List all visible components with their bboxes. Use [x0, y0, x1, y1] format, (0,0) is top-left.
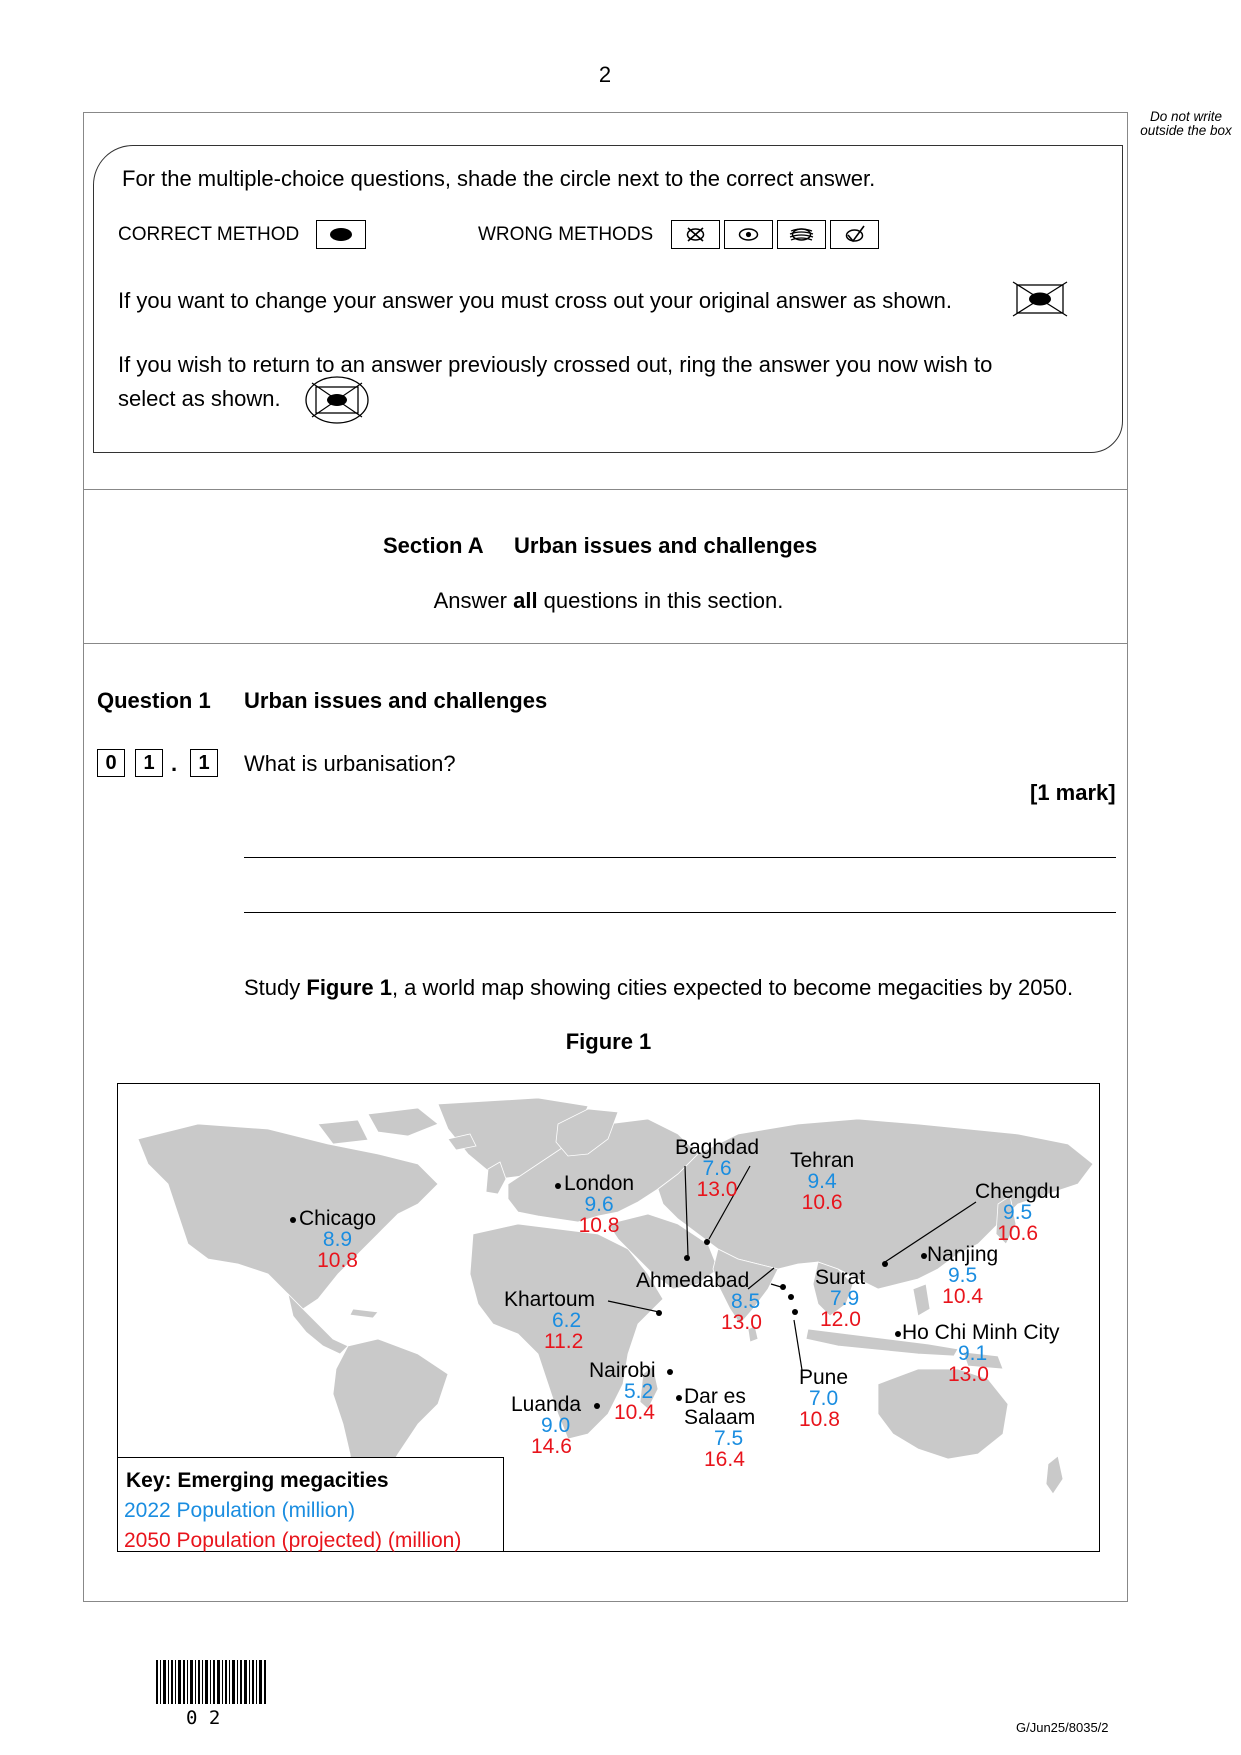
crossed-out-example: [1011, 281, 1069, 317]
study-instruction: Study Figure 1, a world map showing cities expected to become megacities by 2050.: [244, 975, 1074, 1000]
barcode: [156, 1660, 268, 1704]
wrong-methods-label: WRONG METHODS: [478, 224, 654, 245]
city-chicago: Chicago 8.9 10.8: [299, 1207, 377, 1272]
city-baghdad: Baghdad 7.6 13.0: [675, 1136, 760, 1201]
key-2022-label: 2022 Population (million): [124, 1499, 356, 1522]
figure-title: Figure 1: [565, 1029, 652, 1054]
city-ho-chi-minh-city: Ho Chi Minh City 9.1 13.0: [902, 1321, 1060, 1386]
paper-code: G/Jun25/8035/2: [1016, 1720, 1109, 1735]
answer-line[interactable]: [244, 912, 1116, 913]
key-2050-label: 2050 Population (projected) (million): [124, 1529, 462, 1552]
city-khartoum: Khartoum 6.2 11.2: [504, 1288, 596, 1353]
city-ahmedabad: Ahmedabad 8.5 13.0: [636, 1269, 762, 1334]
city-pune: Pune 7.0 10.8: [799, 1366, 849, 1431]
question-number-dot: .: [171, 751, 178, 776]
wrong-methods-examples: [671, 220, 881, 249]
map-key: [117, 1457, 504, 1552]
city-chengdu: Chengdu 9.5 10.6: [975, 1180, 1061, 1245]
key-title: Key: Emerging megacities: [126, 1469, 389, 1492]
return-instruction-line2: select as shown.: [118, 386, 281, 411]
margin-note: Do not write outside the box: [1140, 109, 1232, 138]
divider: [83, 643, 1128, 644]
shade-instruction: For the multiple-choice questions, shade the circle next to the correct answer.: [122, 166, 876, 191]
section-instruction: Answer all questions in this section.: [433, 588, 784, 613]
city-dar-es-salaam: Dar es Salaam 7.5 16.4: [684, 1385, 756, 1471]
city-tehran: Tehran 9.4 10.6: [790, 1149, 855, 1214]
page-number: 2: [598, 62, 612, 87]
question-number-digit: 1: [135, 749, 163, 777]
ringed-answer-example: [304, 375, 370, 425]
city-london: London 9.6 10.8: [564, 1172, 635, 1237]
section-label: Section A: [383, 533, 484, 558]
question-label: Question 1: [97, 688, 211, 713]
city-luanda: Luanda 9.0 14.6: [511, 1393, 582, 1458]
section-title: Urban issues and challenges: [514, 533, 818, 558]
return-instruction-line1: If you wish to return to an answer previously crossed out, ring the answer you now wish to: [118, 352, 993, 377]
question-number-digit: 1: [190, 749, 218, 777]
answer-line[interactable]: [244, 857, 1116, 858]
city-nairobi: Nairobi 5.2 10.4: [589, 1359, 656, 1424]
correct-method-label: CORRECT METHOD: [118, 224, 300, 245]
barcode-number: 0 2: [186, 1707, 221, 1729]
question-title: Urban issues and challenges: [244, 688, 548, 713]
divider: [83, 489, 1128, 490]
change-instruction: If you want to change your answer you must cross out your original answer as shown.: [118, 288, 952, 313]
correct-method-example: [316, 220, 366, 249]
question-number-digit: 0: [97, 749, 125, 777]
marks: [1 mark]: [1030, 780, 1116, 805]
city-nanjing: Nanjing 9.5 10.4: [927, 1243, 999, 1308]
city-surat: Surat 7.9 12.0: [815, 1266, 866, 1331]
question-text: What is urbanisation?: [244, 751, 456, 776]
